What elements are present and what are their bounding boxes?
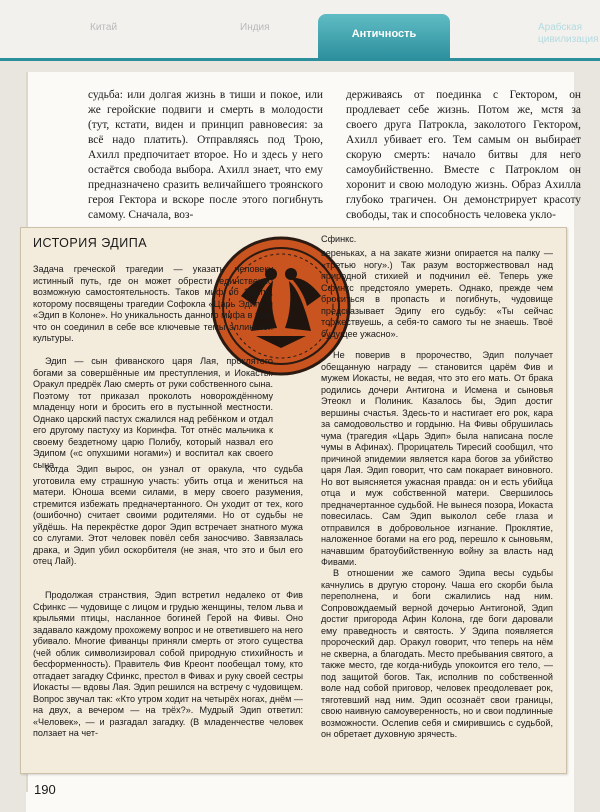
tab-underline — [0, 58, 600, 61]
text-column-right: держиваясь от поединка с Гектором, он продлевает себе жизнь. Потом же, мстя за своего друга Патрокла, заколотого Гектором, Ахилл убивает его. Тем самым он выбирает скорую смерть: начало битвы для него самоубийственно. Вместе с Патроклом он хоронит и свою молодую жизнь. Образ Ахилла глубоко трагичен. Он демонстрирует красоту свободы, так и способность человека укло- — [346, 89, 581, 221]
tab-china[interactable]: Китай — [90, 22, 118, 33]
tab-antiquity[interactable]: Античность — [318, 14, 450, 60]
sidebar-left-paragraph-1: Эдип — сын фиванского царя Лая, проклятого богами за совершённые им преступления, и Иокасты. Оракул предрёк Лаю смерть от руки собственного сына. Поэтому тот приказал проколоть новорождённому младенцу ноги и бросить его в пустынной местности. Однако царский пастух сжалился над ребёнком и отдал его другому пастуху из Коринфа. Тот отнёс мальчика к своему бездетному царю Полибу, который назвал его Эдипом («с опухшими ногами») и воспитал как своего сына. — [33, 356, 273, 470]
sidebar-title: ИСТОРИЯ ЭДИПА — [33, 236, 148, 250]
sidebar-left-paragraph-3: Продолжая странствия, Эдип встретил недалеко от Фив Сфинкс — чудовище с лицом и грудью женщины, телом льва и крыльями птицы, насланное богиней Герой на Фивы. Оно задавало каждому прохожему вопрос и не ответившего на него убивало. Многие фиванцы приняли смерть от этого существа (чей облик символизировал собой природную стихийность и бесформенность). Правитель Фив Креонт пообещал тому, кто отгадает загадку Сфинкс, престол в Фивах и руку своей сестры Иокасты — вдовы Лая. Эдип решился на встречу с чудовищем. Вопрос звучал так: «Кто утром ходит на четырёх ногах, днём — на двух, а вечером — на трёх?». Мудрый Эдип ответил: «Человек», — и разгадал загадку. (В младенчестве человек ползает на чет- — [33, 590, 303, 738]
plate-caption: Сфинкс. — [321, 234, 357, 244]
text-column-left: судьба: или долгая жизнь в тиши и покое, или же геройские подвиги и смерть в молодости (тут, кстати, виден и принцип равновесия: за всё надо платить). Отправляясь под Трою, Ахилл предпочитает второе. Но и здесь у него остаётся свобода выбора. Ахилл знает, что ему предназначено сразить величайшего троянского героя Гектора и вскоре после этого погибнуть самому. Сначала, воз- — [88, 89, 323, 221]
page-number: 190 — [34, 782, 56, 797]
sidebar-left-paragraph-2: Когда Эдип вырос, он узнал от оракула, что судьба уготовила ему страшную участь: убить отца и жениться на матери. Юноша всеми силами, в меру своего разумения, стремится избежать предначертанного. Он уходит от тех, кого (ошибочно) считает своими родителями. Но от судьбы не уйдёшь. На перекрёстке дорог Эдип встречает знатного мужа со слугами. Этот человек повёл себя заносчиво. Завязалась драка, и Эдип убил оскорбителя (не зная, что это и был его отец Лай). — [33, 464, 303, 566]
sidebar-right-paragraph-3: В отношении же самого Эдипа весы судьбы качнулись в другую сторону. Чаша его скорби была переполнена, и боги сжалились над ним. Сопровождаемый верной дочерью Антигоной, Эдип достиг пригорода Афин Колона, где боги даровали ему праведность и святость. У Эдипа появляется пророческий дар. Оракул говорит, что теперь на нём не скверна, а благодать. Место пребывания святого, а также место, где когда-нибудь упокоится его тело, — под защитой богов. Так, исполнив по собственной воле над собой приговор, человек преодолевает рок, тяготевший над ним. Эдип осознаёт свои границы, свою наивную самоуверенность, но и свои подлинные возможности. Ослепив себя и смирившись с судьбой, он обретает духовную зрячесть. — [321, 568, 553, 739]
sidebar-right-paragraph-2: Не поверив в пророчество, Эдип получает обещанную награду — становится царём Фив и мужем Иокасты, не ведая, что это его мать. От брака родились дочери Антигона и Исмена и сыновья Этеокл и Полиник. Казалось бы, Эдип достиг вершины счастья. Здесь-то и настигает его рок, кара за самодовольство и гордыню. На Фивы обрушилась чума (трагедия «Царь Эдип» была написана после чумы в Афинах). Прорицатель Тиресий сообщил, что причиной эпидемии является кара богов за убийство царя Лая. Эдип говорит, что сам покарает виновного. Но вот выясняется ужасная правда: он и есть убийца отца и муж собственной матери. Свершилось предначертанное судьбой. Не вынеся позора, Иокаста повесилась. Сам Эдип выколол себе глаза и отправился в добровольное изгнание. Проклятие, наложенное богами на его род, перешло к сыновьям, начавшим братоубийственную войну за власть над Фивами. — [321, 350, 553, 567]
tab-arab-civilization[interactable]: Арабская цивилизация — [538, 22, 599, 45]
oedipus-sidebar-box — [20, 227, 567, 774]
sidebar-right-paragraph-1: вереньках, а на закате жизни опирается на палку — «третью ногу».) Так разум восторжествовал над природной стихией и подчинил её. Теперь уже Сфинкс предстояло умереть. Однако, прежде чем броситься в пропасть и погибнуть, чудовище предсказывает Эдипу его судьбу: «Ты сейчас торжествуешь, а себя-то самого ты не знаешь. Твоё будущее ужасно». — [321, 248, 553, 339]
tab-india[interactable]: Индия — [240, 22, 270, 33]
section-tabs — [0, 0, 600, 60]
sidebar-intro: Задача греческой трагедии — указать человеку истинный путь, где он может обрести единственно возможную самостоятельность. Таков миф об Эдипе, которому посвящены трагедии Софокла «Царь Эдип» и «Эдип в Колоне». Но уникальность данного мифа в том, что он соединил в себе все ключевые темы эллинской культуры. — [33, 264, 273, 343]
